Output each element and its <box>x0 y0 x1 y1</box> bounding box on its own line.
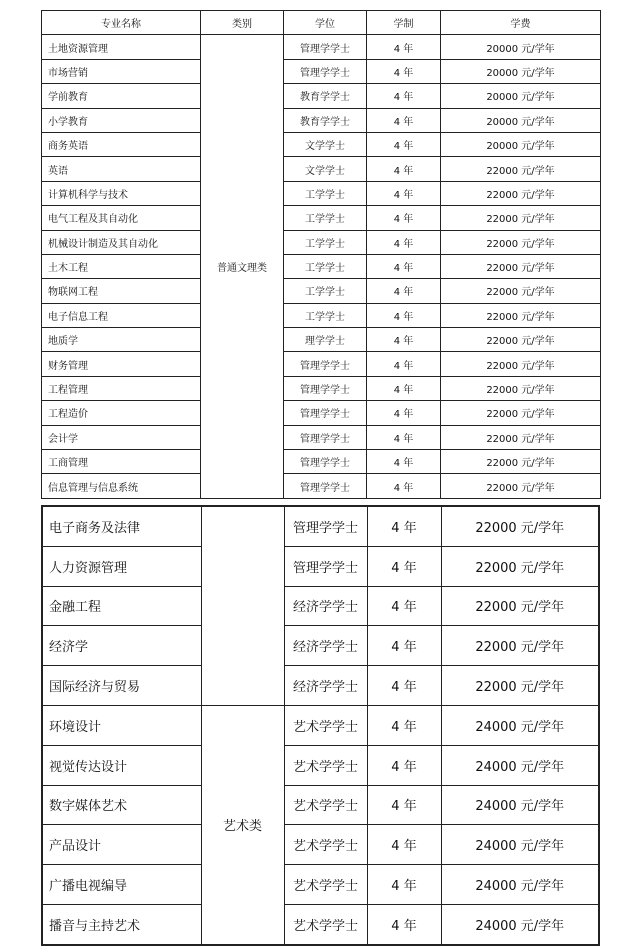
table-row <box>42 666 599 706</box>
duration-cell: 4 年 <box>367 254 441 278</box>
header-major-name: 专业名称 <box>42 11 201 35</box>
major-name: 商务英语 <box>42 132 201 156</box>
tuition-cell: 24000 元/学年 <box>441 904 599 944</box>
major-name: 国际经济与贸易 <box>42 666 201 706</box>
tuition-cell: 20000 元/学年 <box>441 108 601 132</box>
major-name: 人力资源管理 <box>42 546 201 586</box>
tuition-cell: 24000 元/学年 <box>441 745 599 785</box>
duration-cell: 4 年 <box>367 785 441 825</box>
tuition-cell: 22000 元/学年 <box>441 206 601 230</box>
major-name: 会计学 <box>42 425 201 449</box>
degree-cell: 管理学学士 <box>284 425 367 449</box>
table-row <box>42 279 601 303</box>
major-name: 土地资源管理 <box>42 35 201 59</box>
major-name: 信息管理与信息系统 <box>42 474 201 498</box>
duration-cell: 4 年 <box>367 586 441 626</box>
table-row <box>42 506 599 546</box>
header-duration: 学制 <box>367 11 441 35</box>
degree-cell: 工学学士 <box>284 303 367 327</box>
duration-cell: 4 年 <box>367 303 441 327</box>
duration-cell: 4 年 <box>367 825 441 865</box>
tuition-cell: 22000 元/学年 <box>441 666 599 706</box>
table-row <box>42 425 601 449</box>
table-row <box>42 705 599 745</box>
degree-cell: 管理学学士 <box>284 376 367 400</box>
duration-cell: 4 年 <box>367 59 441 83</box>
duration-cell: 4 年 <box>367 401 441 425</box>
degree-cell: 艺术学学士 <box>284 785 367 825</box>
degree-cell: 艺术学学士 <box>284 865 367 905</box>
table-row <box>42 108 601 132</box>
duration-cell: 4 年 <box>367 206 441 230</box>
tuition-cell: 22000 元/学年 <box>441 506 599 546</box>
duration-cell: 4 年 <box>367 425 441 449</box>
major-name: 学前教育 <box>42 84 201 108</box>
major-name: 财务管理 <box>42 352 201 376</box>
tuition-cell: 22000 元/学年 <box>441 425 601 449</box>
duration-cell: 4 年 <box>367 865 441 905</box>
degree-cell: 管理学学士 <box>284 352 367 376</box>
duration-cell: 4 年 <box>367 132 441 156</box>
tuition-cell: 22000 元/学年 <box>441 376 601 400</box>
degree-cell: 经济学学士 <box>284 666 367 706</box>
degree-cell: 管理学学士 <box>284 474 367 498</box>
tuition-cell: 22000 元/学年 <box>441 230 601 254</box>
category-cell-empty <box>201 506 284 705</box>
tuition-cell: 24000 元/学年 <box>441 705 599 745</box>
major-name: 机械设计制造及其自动化 <box>42 230 201 254</box>
degree-cell: 艺术学学士 <box>284 745 367 785</box>
tuition-cell: 22000 元/学年 <box>441 626 599 666</box>
degree-cell: 管理学学士 <box>284 450 367 474</box>
category-cell: 普通文理类 <box>201 35 284 498</box>
majors-table-bottom <box>41 505 600 946</box>
table-row <box>42 254 601 278</box>
tuition-cell: 22000 元/学年 <box>441 279 601 303</box>
major-name: 环境设计 <box>42 705 201 745</box>
tuition-cell: 22000 元/学年 <box>441 303 601 327</box>
table-row <box>42 132 601 156</box>
degree-cell: 管理学学士 <box>284 546 367 586</box>
major-name: 工商管理 <box>42 450 201 474</box>
tuition-cell: 24000 元/学年 <box>441 825 599 865</box>
duration-cell: 4 年 <box>367 450 441 474</box>
tuition-cell: 22000 元/学年 <box>441 474 601 498</box>
major-name: 物联网工程 <box>42 279 201 303</box>
degree-cell: 管理学学士 <box>284 59 367 83</box>
degree-cell: 艺术学学士 <box>284 825 367 865</box>
table-row <box>42 376 601 400</box>
major-name: 经济学 <box>42 626 201 666</box>
table-row <box>42 474 601 498</box>
tuition-cell: 20000 元/学年 <box>441 35 601 59</box>
table-row <box>42 904 599 944</box>
major-name: 播音与主持艺术 <box>42 904 201 944</box>
table-row <box>42 328 601 352</box>
major-name: 市场营销 <box>42 59 201 83</box>
table-row <box>42 35 601 59</box>
table-row <box>42 230 601 254</box>
tuition-cell: 22000 元/学年 <box>441 450 601 474</box>
major-name: 电子商务及法律 <box>42 506 201 546</box>
table-row <box>42 84 601 108</box>
tuition-cell: 22000 元/学年 <box>441 401 601 425</box>
major-name: 数字媒体艺术 <box>42 785 201 825</box>
degree-cell: 文学学士 <box>284 157 367 181</box>
major-name: 英语 <box>42 157 201 181</box>
major-name: 工程管理 <box>42 376 201 400</box>
degree-cell: 经济学学士 <box>284 586 367 626</box>
tuition-cell: 20000 元/学年 <box>441 59 601 83</box>
table-row <box>42 546 599 586</box>
duration-cell: 4 年 <box>367 352 441 376</box>
degree-cell: 管理学学士 <box>284 35 367 59</box>
header-category: 类别 <box>201 11 284 35</box>
table-row <box>42 450 601 474</box>
degree-cell: 经济学学士 <box>284 626 367 666</box>
major-name: 计算机科学与技术 <box>42 181 201 205</box>
duration-cell: 4 年 <box>367 546 441 586</box>
major-name: 土木工程 <box>42 254 201 278</box>
category-cell: 艺术类 <box>201 705 284 944</box>
table-row <box>42 303 601 327</box>
duration-cell: 4 年 <box>367 108 441 132</box>
duration-cell: 4 年 <box>367 474 441 498</box>
tuition-cell: 22000 元/学年 <box>441 157 601 181</box>
degree-cell: 理学学士 <box>284 328 367 352</box>
table-row <box>42 745 599 785</box>
tuition-cell: 22000 元/学年 <box>441 254 601 278</box>
header-tuition: 学费 <box>441 11 601 35</box>
major-name: 地质学 <box>42 328 201 352</box>
table-row <box>42 59 601 83</box>
major-name: 产品设计 <box>42 825 201 865</box>
degree-cell: 文学学士 <box>284 132 367 156</box>
table-row <box>42 181 601 205</box>
degree-cell: 工学学士 <box>284 206 367 230</box>
duration-cell: 4 年 <box>367 230 441 254</box>
table-row <box>42 865 599 905</box>
major-name: 小学教育 <box>42 108 201 132</box>
majors-table-top <box>41 10 601 499</box>
duration-cell: 4 年 <box>367 181 441 205</box>
major-name: 金融工程 <box>42 586 201 626</box>
duration-cell: 4 年 <box>367 506 441 546</box>
table-row <box>42 401 601 425</box>
tuition-cell: 20000 元/学年 <box>441 84 601 108</box>
duration-cell: 4 年 <box>367 745 441 785</box>
degree-cell: 艺术学学士 <box>284 705 367 745</box>
tuition-cell: 24000 元/学年 <box>441 785 599 825</box>
degree-cell: 艺术学学士 <box>284 904 367 944</box>
duration-cell: 4 年 <box>367 705 441 745</box>
tuition-cell: 20000 元/学年 <box>441 132 601 156</box>
tuition-cell: 22000 元/学年 <box>441 546 599 586</box>
duration-cell: 4 年 <box>367 35 441 59</box>
degree-cell: 工学学士 <box>284 279 367 303</box>
tuition-cell: 22000 元/学年 <box>441 181 601 205</box>
tuition-cell: 22000 元/学年 <box>441 352 601 376</box>
header-row <box>42 11 601 35</box>
degree-cell: 教育学学士 <box>284 84 367 108</box>
major-name: 广播电视编导 <box>42 865 201 905</box>
major-name: 视觉传达设计 <box>42 745 201 785</box>
table-row <box>42 626 599 666</box>
duration-cell: 4 年 <box>367 84 441 108</box>
table-row <box>42 586 599 626</box>
table-row <box>42 157 601 181</box>
duration-cell: 4 年 <box>367 279 441 303</box>
degree-cell: 工学学士 <box>284 230 367 254</box>
major-name: 工程造价 <box>42 401 201 425</box>
table-row <box>42 206 601 230</box>
duration-cell: 4 年 <box>367 157 441 181</box>
table-row <box>42 352 601 376</box>
duration-cell: 4 年 <box>367 666 441 706</box>
header-degree: 学位 <box>284 11 367 35</box>
degree-cell: 管理学学士 <box>284 401 367 425</box>
tuition-cell: 24000 元/学年 <box>441 865 599 905</box>
major-name: 电子信息工程 <box>42 303 201 327</box>
duration-cell: 4 年 <box>367 904 441 944</box>
table-row <box>42 785 599 825</box>
table-row <box>42 825 599 865</box>
degree-cell: 工学学士 <box>284 254 367 278</box>
major-name: 电气工程及其自动化 <box>42 206 201 230</box>
duration-cell: 4 年 <box>367 376 441 400</box>
degree-cell: 教育学学士 <box>284 108 367 132</box>
tuition-cell: 22000 元/学年 <box>441 328 601 352</box>
tuition-cell: 22000 元/学年 <box>441 586 599 626</box>
duration-cell: 4 年 <box>367 328 441 352</box>
degree-cell: 工学学士 <box>284 181 367 205</box>
degree-cell: 管理学学士 <box>284 506 367 546</box>
duration-cell: 4 年 <box>367 626 441 666</box>
